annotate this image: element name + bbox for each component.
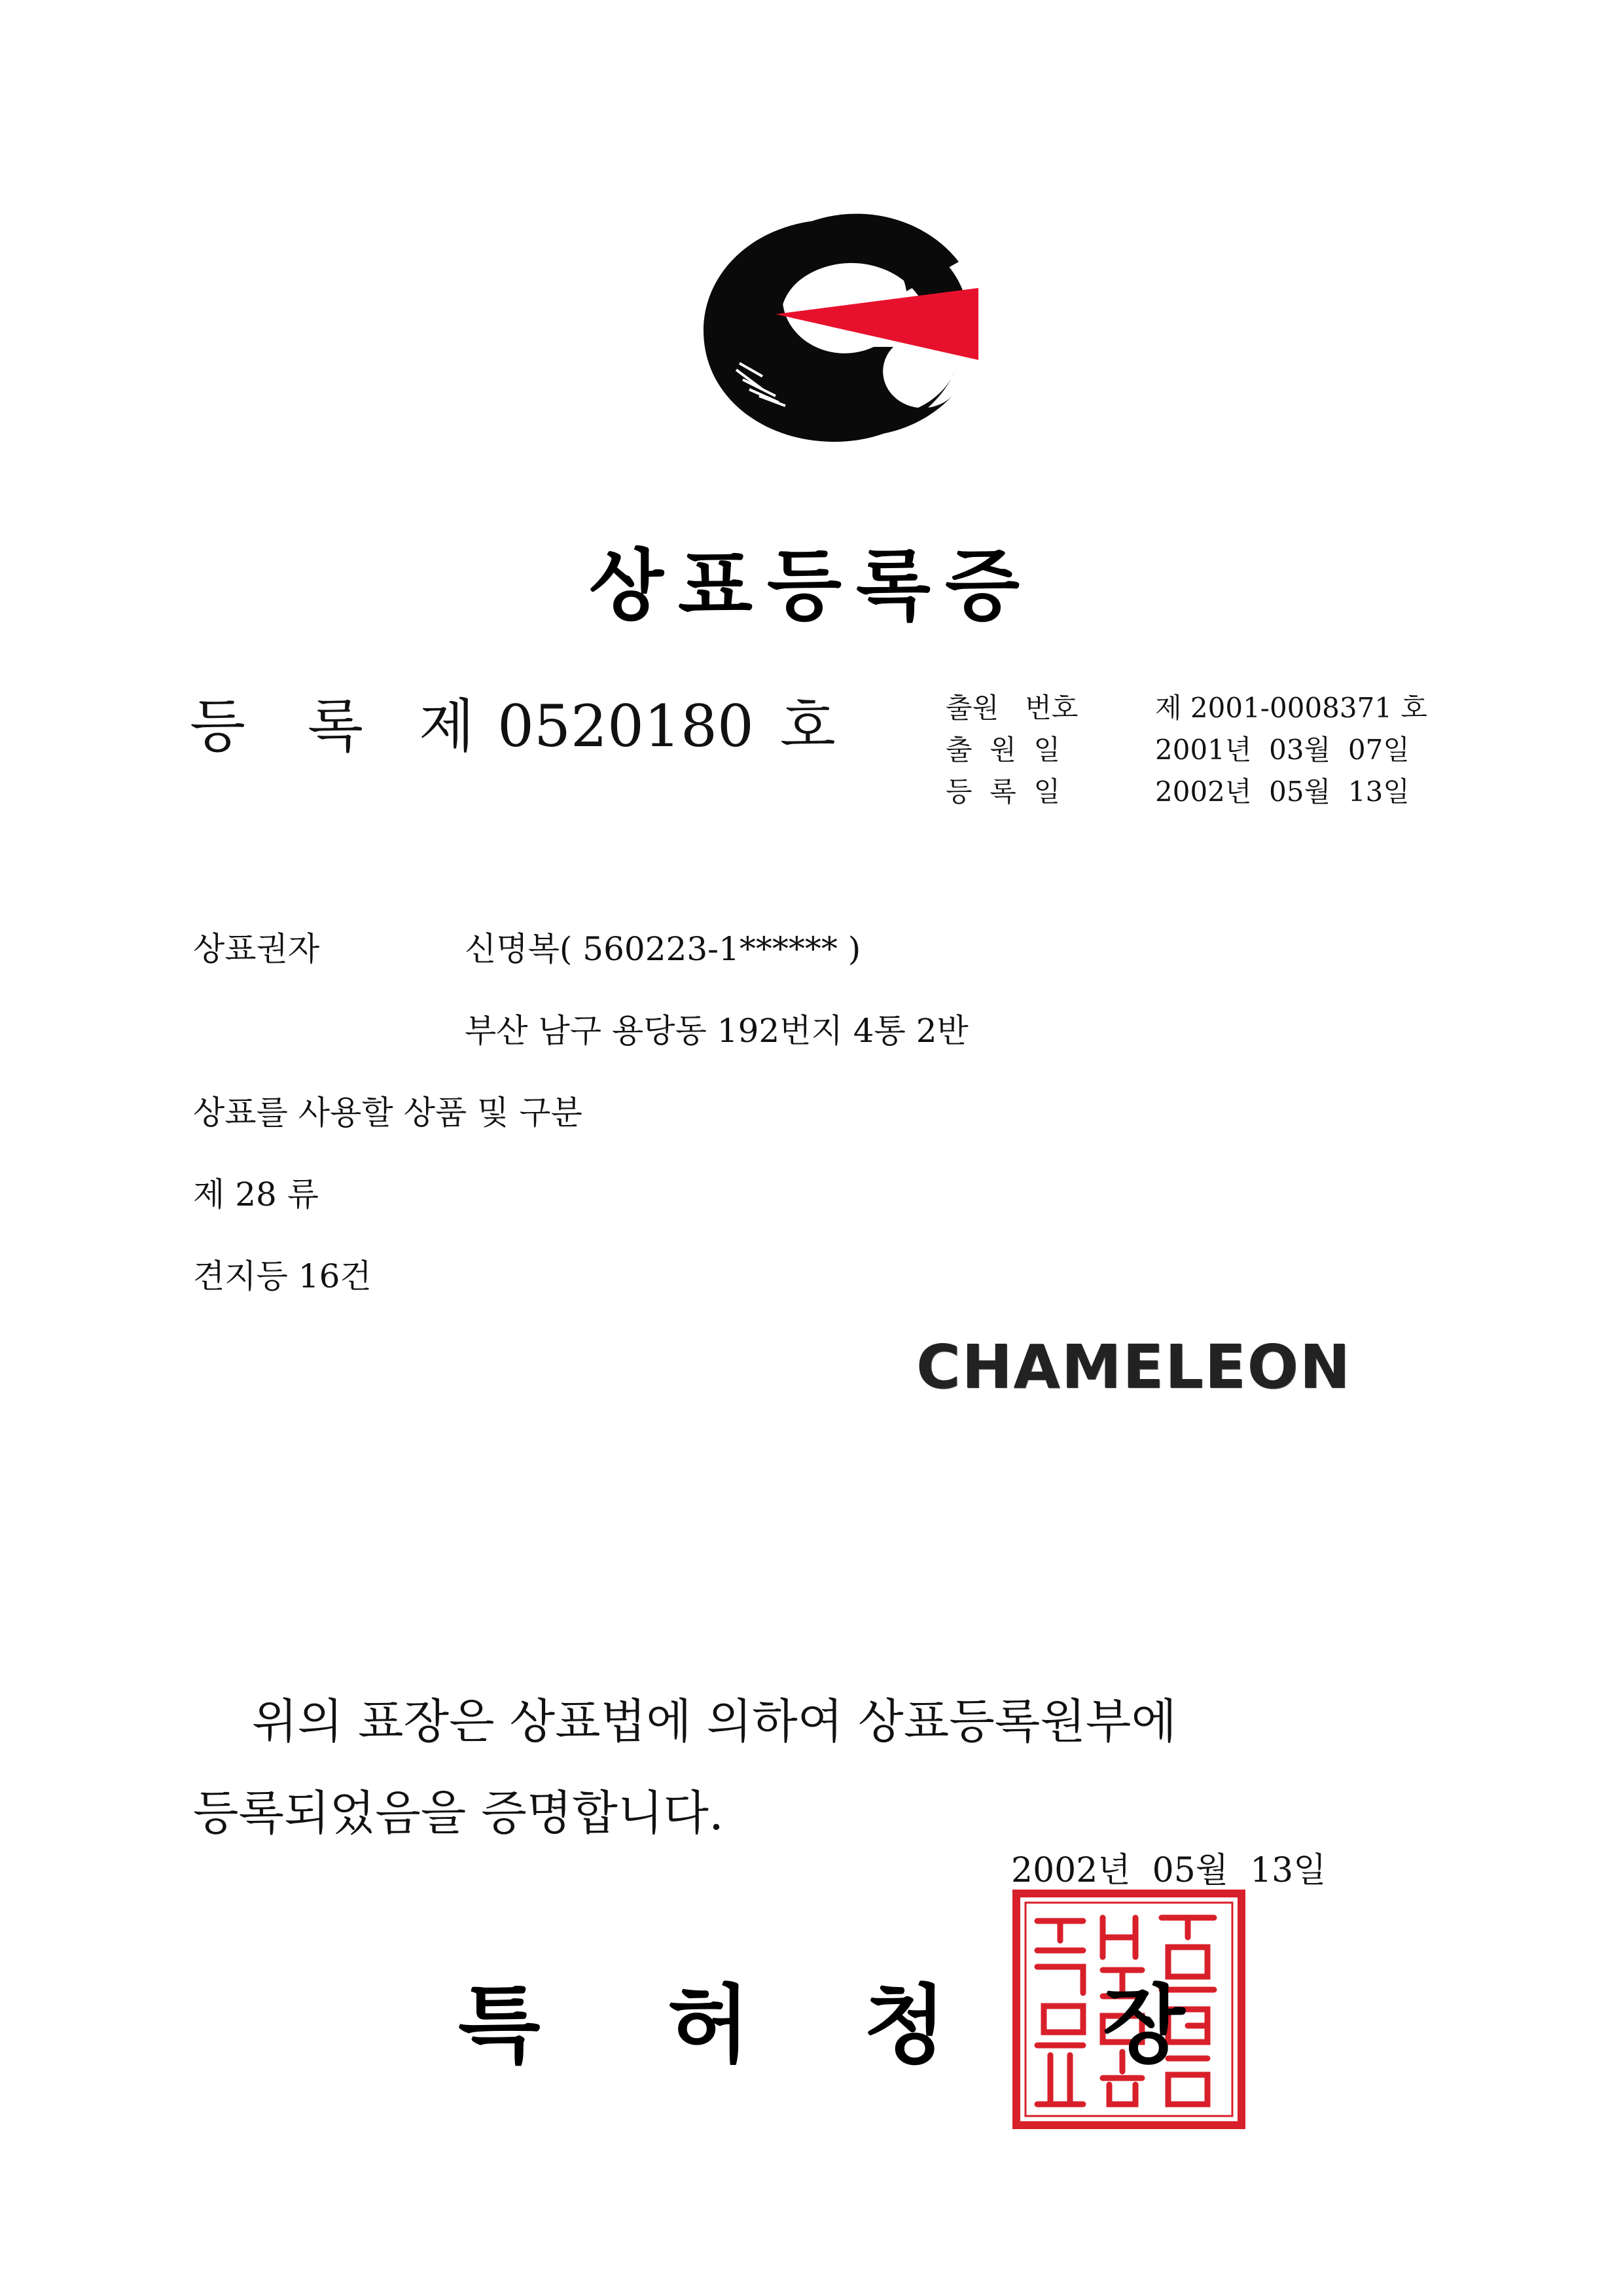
authority-char-3: 청 <box>864 1975 946 2075</box>
application-number-row <box>946 687 1427 729</box>
reg-prefix-3: 제 <box>419 692 475 760</box>
goods-items: 견지등 16건 <box>193 1257 372 1295</box>
goods-class: 제 28 류 <box>193 1175 319 1213</box>
reg-prefix-1: 등 <box>190 692 246 760</box>
certification-line-1-text: 위의 표장은 상표법에 의하여 상표등록원부에 <box>252 1694 1177 1749</box>
application-meta <box>946 687 1427 813</box>
authority-char-4: 장 <box>1103 1975 1185 2075</box>
registration-date-label: 등 록 일 <box>946 776 1061 808</box>
document-title: 상표등록증 <box>589 541 1034 631</box>
application-date-value: 2001년 03월 07일 <box>1155 734 1410 766</box>
reg-prefix-2: 록 <box>308 692 364 760</box>
certification-line-1 <box>193 1676 1404 1767</box>
certification-statement <box>193 1676 1404 1859</box>
government-emblem-icon <box>677 200 998 461</box>
registration-number: 0520180 <box>497 692 754 760</box>
issue-date: 2002년 05월 13일 <box>1011 1851 1327 1890</box>
trademark-text: CHAMELEON <box>916 1332 1351 1402</box>
reg-suffix: 호 <box>779 692 836 760</box>
owner-address: 부산 남구 용당동 192번지 4통 2반 <box>465 1012 969 1050</box>
owner-name: 신명복( 560223-1****** ) <box>465 930 861 968</box>
application-number-label: 출원 번호 <box>946 692 1079 724</box>
registration-number-line <box>190 681 836 763</box>
goods-label: 상표를 사용할 상품 및 구분 <box>193 1094 582 1132</box>
certification-line-2: 등록되었음을 증명합니다. <box>193 1785 724 1840</box>
authority-char-2: 허 <box>668 1975 750 2075</box>
registration-date-row <box>946 771 1427 813</box>
application-date-row <box>946 729 1427 771</box>
owner-label: 상표권자 <box>193 930 320 968</box>
authority-char-1: 특 <box>458 1975 541 2075</box>
application-date-label: 출 원 일 <box>946 734 1061 766</box>
registration-date-value: 2002년 05월 13일 <box>1155 776 1410 808</box>
application-number-value: 제 2001-0008371 호 <box>1155 692 1427 724</box>
